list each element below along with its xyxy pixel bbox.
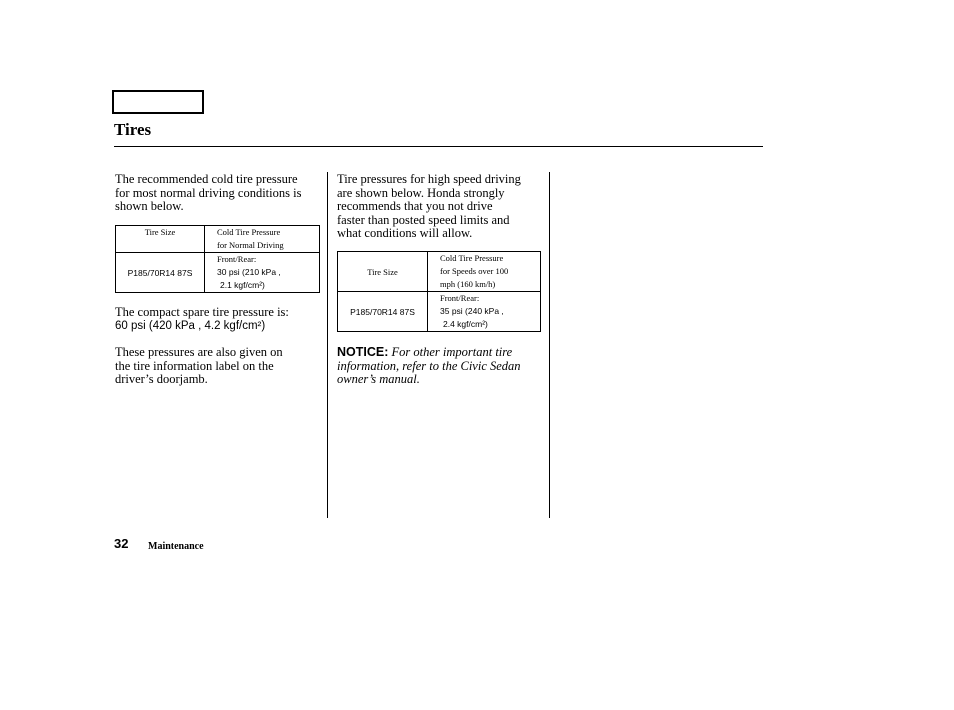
text-line: shown below. bbox=[115, 199, 184, 213]
right-intro-paragraph: Tire pressures for high speed driving are shown below. Honda strongly recommends that you not drive faster than posted speed limits and what conditions will allow. bbox=[337, 172, 521, 240]
table-header-tire-size: Tire Size bbox=[338, 252, 428, 292]
section-name: Maintenance bbox=[148, 541, 204, 552]
page-title: Tires bbox=[114, 120, 152, 139]
column-divider-right bbox=[549, 172, 550, 518]
table-header-pressure: Cold Tire Pressure for Normal Driving bbox=[205, 226, 320, 253]
notice-label: NOTICE: bbox=[337, 345, 389, 359]
table-header-tire-size: Tire Size bbox=[116, 226, 205, 253]
text-line: The recommended cold tire pressure bbox=[115, 172, 298, 186]
doorjamb-paragraph: These pressures are also given on the tire information label on the driver’s doorjamb. bbox=[115, 345, 283, 386]
table-cell-tire-size: P185/70R14 87S bbox=[116, 253, 205, 293]
table-cell-pressure: Front/Rear: 30 psi (210 kPa , 2.1 kgf/cm²) bbox=[205, 253, 320, 293]
normal-pressure-table bbox=[115, 225, 320, 293]
table-cell-tire-size: P185/70R14 87S bbox=[338, 292, 428, 332]
left-intro-paragraph bbox=[115, 173, 301, 214]
text-line: for most normal driving conditions is bbox=[115, 185, 302, 200]
table-header-pressure: Cold Tire Pressure for Speeds over 100 mph (160 km/h) bbox=[428, 252, 541, 292]
title-rule bbox=[114, 146, 763, 147]
column-divider-left bbox=[327, 172, 328, 518]
page-number: 32 bbox=[114, 536, 129, 551]
notice-paragraph: NOTICE: For other important tire information, refer to the Civic Sedan owner’s manual. bbox=[337, 345, 521, 386]
spare-pressure-paragraph: The compact spare tire pressure is: 60 psi (420 kPa , 4.2 kgf/cm²) bbox=[115, 305, 289, 332]
table-cell-pressure: Front/Rear: 35 psi (240 kPa , 2.4 kgf/cm²) bbox=[428, 292, 541, 332]
header-tab-box bbox=[112, 90, 204, 114]
high-speed-pressure-table bbox=[337, 251, 541, 332]
